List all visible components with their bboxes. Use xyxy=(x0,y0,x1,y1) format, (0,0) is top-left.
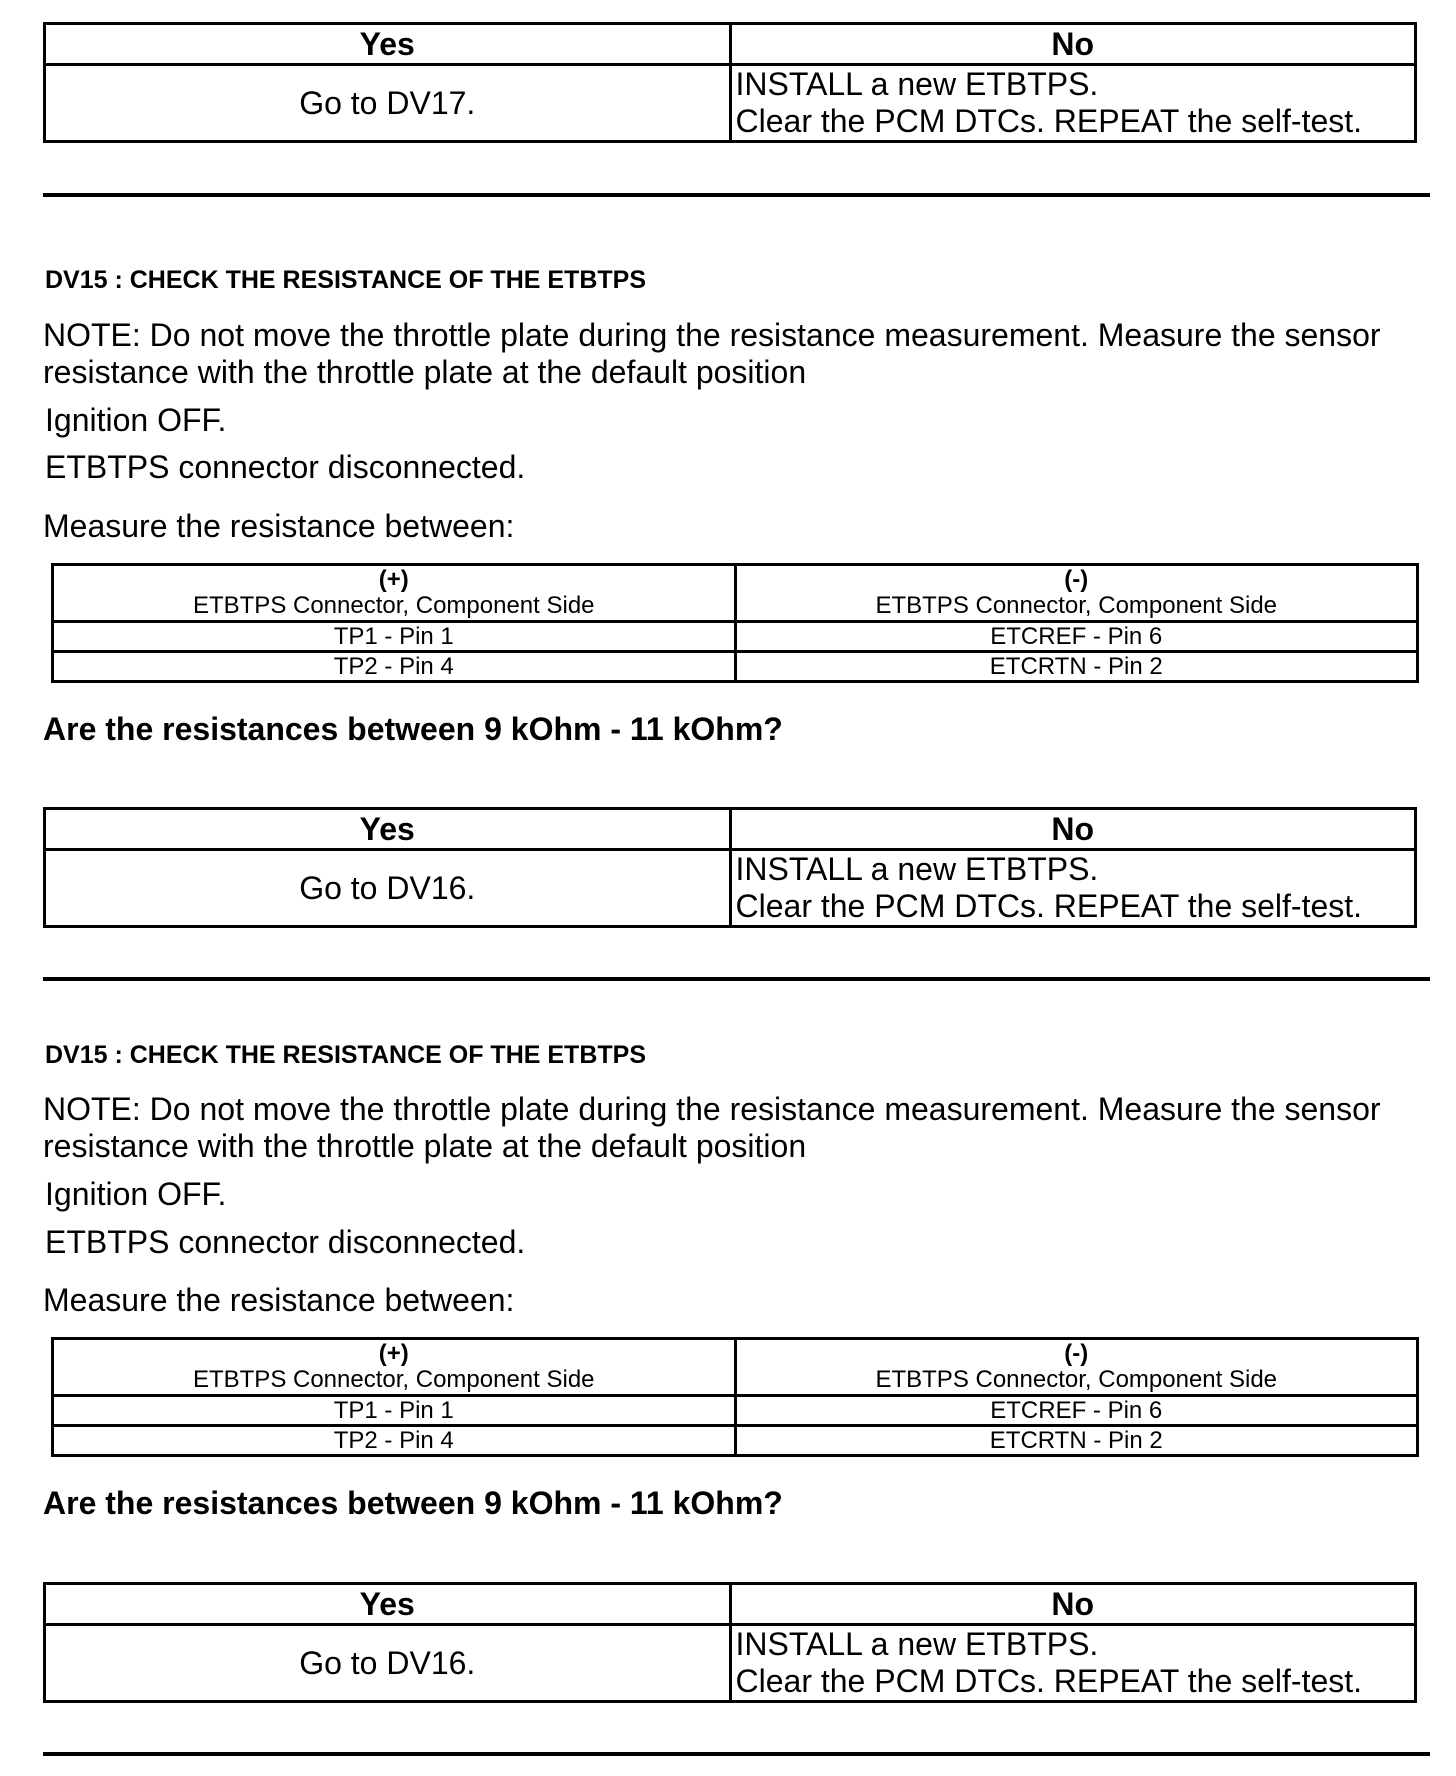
yes-action: Go to DV16. xyxy=(45,1625,731,1702)
no-action-line1: INSTALL a new ETBTPS. xyxy=(735,66,1099,102)
table-cell: ETCRTN - Pin 2 xyxy=(735,1426,1418,1456)
yes-header: Yes xyxy=(45,809,731,850)
section1-step2: ETBTPS connector disconnected. xyxy=(45,449,526,485)
section2-decision-table xyxy=(43,1582,1417,1703)
table-cell: TP2 - Pin 4 xyxy=(53,652,736,682)
col1-sign: (+) xyxy=(378,1340,409,1367)
no-header: No xyxy=(730,24,1416,65)
col2-title: ETBTPS Connector, Component Side xyxy=(875,592,1278,619)
section1-step1: Ignition OFF. xyxy=(45,402,227,438)
top-decision-table xyxy=(43,22,1417,143)
no-action-line2: Clear the PCM DTCs. REPEAT the self-test. xyxy=(735,103,1363,139)
col1-header xyxy=(53,1339,736,1396)
section1-question: Are the resistances between 9 kOhm - 11 kOhm? xyxy=(43,711,783,747)
col2-sign: (-) xyxy=(1064,566,1089,593)
table-row xyxy=(53,622,1418,652)
table-cell: ETCREF - Pin 6 xyxy=(735,1396,1418,1426)
section2-step1: Ignition OFF. xyxy=(45,1176,227,1212)
table-row xyxy=(53,1396,1418,1426)
col2-title: ETBTPS Connector, Component Side xyxy=(875,1366,1278,1393)
col2-header xyxy=(735,1339,1418,1396)
table-cell: TP1 - Pin 1 xyxy=(53,622,736,652)
section2-measure: Measure the resistance between: xyxy=(43,1282,515,1318)
col1-title: ETBTPS Connector, Component Side xyxy=(192,1366,595,1393)
no-action-line2: Clear the PCM DTCs. REPEAT the self-test. xyxy=(735,888,1363,924)
section2-heading: DV15 : CHECK THE RESISTANCE OF THE ETBTPS xyxy=(45,1041,646,1069)
no-action-line1: INSTALL a new ETBTPS. xyxy=(735,851,1099,887)
section1-resistance-table xyxy=(51,563,1419,683)
col1-header xyxy=(53,565,736,622)
section1-measure: Measure the resistance between: xyxy=(43,508,515,544)
col2-header xyxy=(735,565,1418,622)
section2-question: Are the resistances between 9 kOhm - 11 kOhm? xyxy=(43,1485,783,1521)
table-cell: TP2 - Pin 4 xyxy=(53,1426,736,1456)
table-row xyxy=(53,1426,1418,1456)
table-row xyxy=(53,652,1418,682)
yes-header: Yes xyxy=(45,24,731,65)
section-divider xyxy=(43,193,1430,197)
no-header: No xyxy=(730,1584,1416,1625)
section1-decision-table xyxy=(43,807,1417,928)
section-divider xyxy=(43,977,1430,981)
no-header: No xyxy=(730,809,1416,850)
yes-action: Go to DV16. xyxy=(45,850,731,927)
section1-heading: DV15 : CHECK THE RESISTANCE OF THE ETBTPS xyxy=(45,266,646,294)
no-action xyxy=(730,1625,1416,1702)
no-action xyxy=(730,65,1416,142)
section1-note: NOTE: Do not move the throttle plate during the resistance measurement. Measure the sensor resistance with the throttle plate at the default position xyxy=(43,317,1381,390)
section2-resistance-table xyxy=(51,1337,1419,1457)
yes-action: Go to DV17. xyxy=(45,65,731,142)
section2-note: NOTE: Do not move the throttle plate during the resistance measurement. Measure the sensor resistance with the throttle plate at the default position xyxy=(43,1091,1381,1164)
no-action xyxy=(730,850,1416,927)
yes-header: Yes xyxy=(45,1584,731,1625)
col2-sign: (-) xyxy=(1064,1340,1089,1367)
col1-sign: (+) xyxy=(378,566,409,593)
no-action-line2: Clear the PCM DTCs. REPEAT the self-test. xyxy=(735,1663,1363,1699)
col1-title: ETBTPS Connector, Component Side xyxy=(192,592,595,619)
table-cell: ETCRTN - Pin 2 xyxy=(735,652,1418,682)
table-cell: ETCREF - Pin 6 xyxy=(735,622,1418,652)
section2-step2: ETBTPS connector disconnected. xyxy=(45,1224,526,1260)
no-action-line1: INSTALL a new ETBTPS. xyxy=(735,1626,1099,1662)
table-cell: TP1 - Pin 1 xyxy=(53,1396,736,1426)
section-divider xyxy=(43,1752,1430,1756)
